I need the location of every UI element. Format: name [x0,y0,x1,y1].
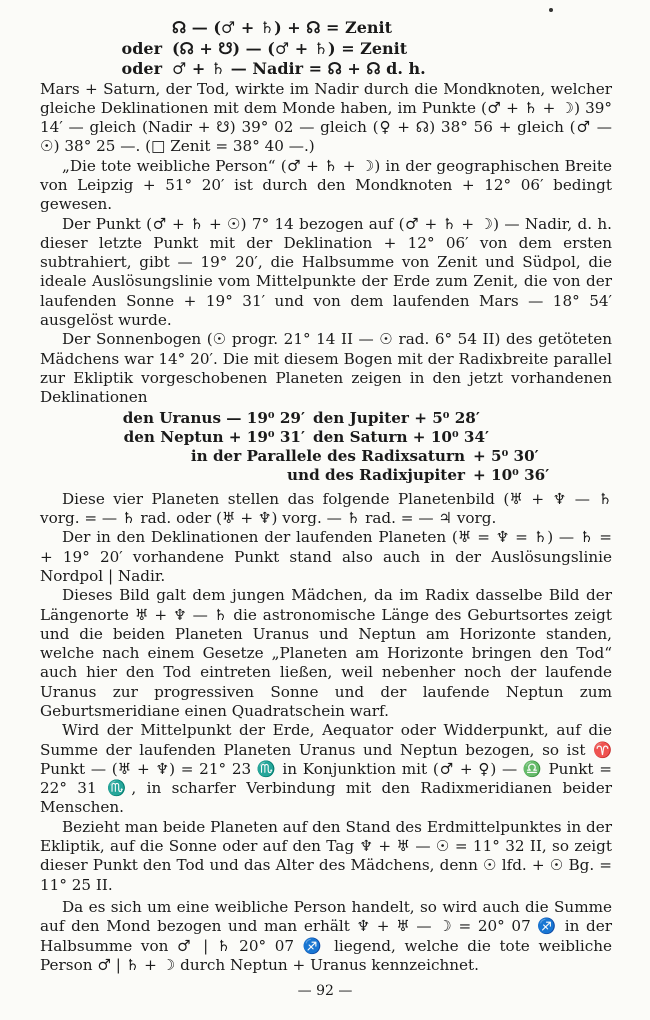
declination-left: und des Radixjupiter [287,466,465,485]
formula-line [40,39,612,60]
formula-expression: (☊ + ☋) — (♂ + ♄) = Zenit [172,38,408,58]
paragraph: Mars + Saturn, der Tod, wirkte im Nadir durch die Mondknoten, welcher gleiche Deklinationen mit dem Monde haben, im Punkte (♂ + ♄ + ☽) 39° 14′ — gleich (Nadir + ☋) 39° 02 — gleich (♀ + ☊) 38° 56 + gleich (♂ — ☉) 38° 25 —. (□ Zenit = 38° 40 —.) [40,79,612,156]
paragraph: Der Sonnenbogen (☉ progr. 21° 14 II — ☉ rad. 6° 54 II) des getöteten Mädchens war 14° 20′. Die mit diesem Bogen mit der Radixbreite parallel zur Ekliptik vorgeschobenen Planeten zeigen in den jetzt vorhandenen Deklinationen [40,330,612,407]
declination-right: den Saturn + 10⁰ 34′ [313,427,490,446]
declination-left: in der Parallele des Radixsaturn [190,447,465,466]
paragraph: „Die tote weibliche Person“ (♂ + ♄ + ☽) in der geographischen Breite von Leipzig + 51° 20′ ist durch den Mondknoten + 12° 06′ bedingt gewesen. [40,156,612,214]
paragraph: Bezieht man beide Planeten auf den Stand des Erdmittelpunktes in der Ekliptik, auf die Sonne oder auf den Tag ♆ + ♅ — ☉ = 11° 32 II, so zeigt dieser Punkt den Tod und das Alter des Mädchens, denn ☉ lfd. + ☉ Bg. = 11° 25 II. [40,817,612,894]
formula-lead: oder [121,38,162,58]
declination-list [40,409,612,486]
declination-row [40,409,612,428]
formula-line [40,18,612,39]
formula-line [40,59,612,80]
paragraph: Da es sich um eine weibliche Person handelt, so wird auch die Summe auf den Mond bezogen und man erhält ♆ + ♅ — ☽ = 20° 07 ♐ in der Halbsumme von ♂ | ♄ 20° 07 ♐ liegend, welche die tote weibliche Person ♂ | ♄ + ☽ durch Neptun + Uranus kennzeichnet. [40,897,612,974]
formula-expression: ♂ + ♄ — Nadir = ☊ + ☊ d. h. [172,59,426,78]
declination-left: den Neptun + 19⁰ 31′ [123,427,305,446]
declination-row [40,466,612,485]
paragraph: Diese vier Planeten stellen das folgende Planetenbild (♅ + ♆ — ♄ vorg. = — ♄ rad. oder (♅ + ♆) vorg. — ♄ rad. = — ♃ vorg. [40,489,612,528]
paragraph: Der Punkt (♂ + ♄ + ☉) 7° 14 bezogen auf (♂ + ♄ + ☽) — Nadir, d. h. dieser letzte Punkt mit der Deklination + 12° 06′ von dem ersten subtrahiert, gibt — 19° 20′, die Halbsumme von Zenit und Südpol, die ideale Auslösungslinie vom Mittelpunkte der Erde zum Zenit, die von der laufenden Sonne + 19° 31′ und von dem laufenden Mars — 18° 54′ ausgelöst wurde. [40,214,612,330]
formula-expression: ☊ — (♂ + ♄) + ☊ = Zenit [172,18,392,37]
declination-row [40,428,612,447]
declination-row [40,447,612,466]
paragraph: Wird der Mittelpunkt der Erde, Aequator oder Widderpunkt, auf die Summe der laufenden Planeten Uranus und Neptun bezogen, so ist ♈ Punkt — (♅ + ♆) = 21° 23 ♏ in Konjunktion mit (♂ + ♀) — ♎ Punkt = 22° 31 ♏, in scharfer Verbindung mit den Radixmeridianen beider Menschen. [40,721,612,817]
declination-right: + 5⁰ 30′ [473,447,539,466]
declination-left: den Uranus — 19⁰ 29′ [122,408,305,427]
ink-speck [549,8,553,12]
page-number: — 92 — [297,983,353,999]
formula-lead: oder [121,59,162,78]
paragraph: Der in den Deklinationen der laufenden Planeten (♅ = ♆ = ♄) — ♄ = + 19° 20′ vorhandene Punkt stand also auch in der Auslösungslinie Nordpol | Nadir. [40,528,612,585]
declination-right: + 10⁰ 36′ [473,466,550,485]
declination-right: den Jupiter + 5⁰ 28′ [313,408,480,427]
formula-block [40,18,612,80]
paragraph: Dieses Bild galt dem jungen Mädchen, da im Radix dasselbe Bild der Längenorte ♅ + ♆ — ♄ die astronomische Länge des Geburtsortes zeigt und die beiden Planeten Uranus und Neptun am Horizonte standen, welche nach einem Gesetze „Planeten am Horizonte bringen den Tod“ auch hier den Tod eintreten ließen, weil nebenher noch der laufende Uranus zur progressiven Sonne und der laufende Neptun zum Geburtsmeridiane einen Quadratschein warf. [40,586,612,720]
